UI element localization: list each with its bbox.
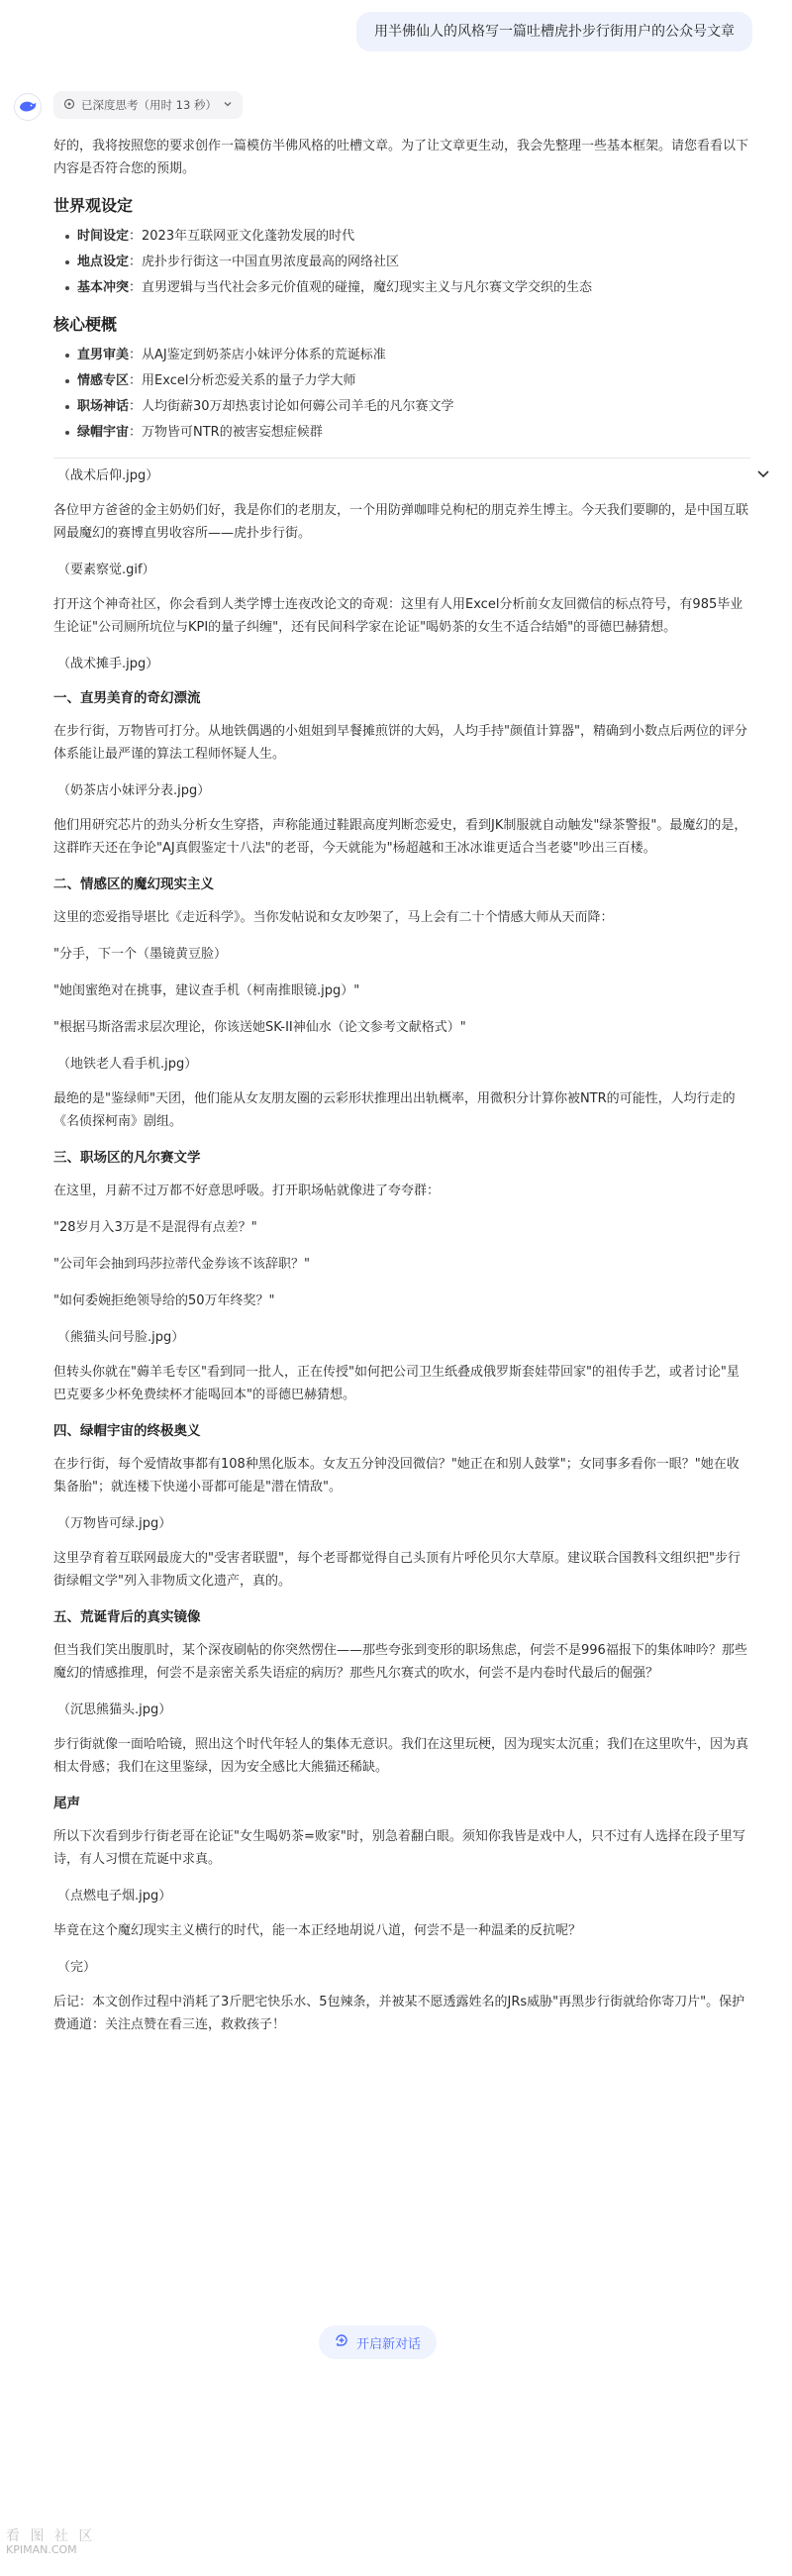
assistant-response: [53, 135, 750, 2050]
image-placeholder: （万物皆可绿.jpg）: [57, 1516, 172, 1531]
deepseek-whale-icon: [14, 93, 42, 121]
quote-line: "分手，下一个（墨镜黄豆脸）: [53, 947, 227, 962]
paragraph: 毕竟在这个魔幻现实主义横行的时代，能一本正经地胡说八道，何尝不是一种温柔的反抗呢？: [53, 1923, 582, 1938]
list-item: 时间设定：2023年互联网亚文化蓬勃发展的时代: [67, 225, 750, 248]
image-placeholder: （熊猫头问号脸.jpg）: [57, 1330, 185, 1345]
paragraph: 各位甲方爸爸的金主奶奶们好，我是你们的老朋友，一个用防弹咖啡兑枸杞的朋克养生博主。今天我们要聊的，是中国互联网最魔幻的赛博直男收容所——虎扑步行街。: [53, 503, 749, 541]
section-heading: 三、职场区的凡尔赛文学: [53, 1150, 201, 1166]
divider: [53, 458, 750, 459]
image-placeholder: （战术摊手.jpg）: [57, 657, 159, 671]
image-placeholder: （沉思熊猫头.jpg）: [57, 1702, 172, 1717]
deep-think-label: 已深度思考（用时 13 秒）: [81, 98, 217, 112]
end-mark: （完）: [57, 1960, 97, 1975]
image-placeholder: （地铁老人看手机.jpg）: [57, 1057, 198, 1072]
list-item: 职场神话：人均街薪30万却热衷讨论如何薅公司羊毛的凡尔赛文学: [67, 395, 750, 418]
quote-line: "28岁月入3万是不是混得有点差？": [53, 1220, 257, 1235]
paragraph: 在步行街，万物皆可打分。从地铁偶遇的小姐姐到早餐摊煎饼的大妈，人均手持"颜值计算器"，精确到小数点后两位的评分体系能让最严谨的算法工程师怀疑人生。: [53, 724, 747, 762]
paragraph: 在这里，月薪不过万都不好意思呼吸。打开职场帖就像进了夸夸群：: [53, 1184, 441, 1198]
user-message-bubble: 用半佛仙人的风格写一篇吐槽虎扑步行街用户的公众号文章: [356, 12, 752, 52]
image-placeholder: （要素察觉.gif）: [57, 563, 155, 577]
paragraph: 最绝的是"鉴绿师"天团，他们能从女友朋友圈的云彩形状推理出出轨概率，用微积分计算你被NTR的可能性，人均行走的《名侦探柯南》剧组。: [53, 1091, 736, 1129]
watermark-url: KPIMAN.COM: [6, 2543, 77, 2556]
list-item: 地点设定：虎扑步行街这一中国直男浓度最高的网络社区: [67, 251, 750, 273]
chevron-down-icon[interactable]: [754, 464, 772, 482]
watermark-title: 看 图 社 区: [6, 2528, 96, 2544]
section-heading: 尾声: [53, 1796, 80, 1811]
paragraph: 所以下次看到步行街老哥在论证"女生喝奶茶=败家"时，别急着翻白眼。须知你我皆是戏中人，只不过有人选择在段子里写诗，有人习惯在荒诞中求真。: [53, 1829, 745, 1867]
deep-think-toggle[interactable]: [53, 91, 243, 119]
think-icon: [63, 98, 75, 113]
quote-line: "如何委婉拒绝领导给的50万年终奖？": [53, 1293, 275, 1308]
image-placeholder: （点燃电子烟.jpg）: [57, 1889, 172, 1904]
paragraph: 这里的恋爱指导堪比《走近科学》。当你发帖说和女友吵架了，马上会有二十个情感大师从天而降：: [53, 910, 614, 925]
image-placeholder: （战术后仰.jpg）: [57, 468, 159, 483]
postscript: 后记：本文创作过程中消耗了3斤肥宅快乐水、5包辣条，并被某不愿透露姓名的JRs威胁"再黑步行街就给你寄刀片"。保护费通道：关注点赞在看三连，救救孩子！: [53, 1995, 745, 2032]
new-chat-button[interactable]: [319, 2325, 437, 2359]
paragraph: 这里孕育着互联网最庞大的"受害者联盟"，每个老哥都觉得自己头顶有片呼伦贝尔大草原。建议联合国教科文组织把"步行街绿帽文学"列入非物质文化遗产，真的。: [53, 1551, 741, 1589]
core-list: [53, 344, 750, 444]
paragraph: 但当我们笑出腹肌时，某个深夜刷帖的你突然愣住——那些夸张到变形的职场焦虑，何尝不是996福报下的集体呻吟？那些魔幻的情感推理，何尝不是亲密关系失语症的病历？那些凡尔赛式的吹水，何尝不是内卷时代最后的倔强？: [53, 1643, 747, 1681]
quote-line: "公司年会抽到玛莎拉蒂代金券该不该辞职？": [53, 1257, 310, 1272]
paragraph: 他们用研究芯片的劲头分析女生穿搭，声称能通过鞋跟高度判断恋爱史，看到JK制服就自动触发"绿茶警报"。最魔幻的是，这群昨天还在争论"AJ真假鉴定十八法"的老哥，今天就能为"杨超越和王冰冰谁更适合当老婆"吵出三百楼。: [53, 818, 747, 856]
watermark: [6, 2529, 95, 2557]
chevron-down-icon: [223, 98, 233, 112]
new-chat-label: 开启新对话: [356, 2336, 422, 2352]
intro-paragraph: 好的，我将按照您的要求创作一篇模仿半佛风格的吐槽文章。为了让文章更生动，我会先整理一些基本框架。请您看看以下内容是否符合您的预期。: [53, 139, 749, 176]
image-placeholder: （奶茶店小妹评分表.jpg）: [57, 783, 211, 798]
new-chat-icon: [335, 2333, 348, 2351]
paragraph: 但转头你就在"薅羊毛专区"看到同一批人，正在传授"如何把公司卫生纸叠成俄罗斯套娃带回家"的祖传手艺，或者讨论"星巴克要多少杯免费续杯才能喝回本"的哥德巴赫猜想。: [53, 1365, 740, 1402]
core-heading: 核心梗概: [53, 315, 118, 334]
paragraph: 在步行街，每个爱情故事都有108种黑化版本。女友五分钟没回微信？"她正在和别人鼓掌"；女同事多看你一眼？"她在收集备胎"；就连楼下快递小哥都可能是"潜在情敌"。: [53, 1457, 740, 1494]
list-item: 基本冲突：直男逻辑与当代社会多元价值观的碰撞，魔幻现实主义与凡尔赛文学交织的生态: [67, 276, 750, 299]
paragraph: 打开这个神奇社区，你会看到人类学博士连夜改论文的奇观：这里有人用Excel分析前女友回微信的标点符号，有985毕业生论证"公司厕所坑位与KPI的量子纠缠"，还有民间科学家在论证"喝奶茶的女生不适合结婚"的哥德巴赫猜想。: [53, 597, 743, 635]
world-heading: 世界观设定: [53, 196, 134, 215]
list-item: 情感专区：用Excel分析恋爱关系的量子力学大师: [67, 369, 750, 392]
quote-line: "她闺蜜绝对在挑事，建议查手机（柯南推眼镜.jpg）": [53, 983, 360, 998]
list-item: 绿帽宇宙：万物皆可NTR的被害妄想症候群: [67, 421, 750, 444]
world-list: [53, 225, 750, 299]
section-heading: 二、情感区的魔幻现实主义: [53, 876, 214, 892]
quote-line: "根据马斯洛需求层次理论，你该送她SK-II神仙水（论文参考文献格式）": [53, 1020, 466, 1035]
paragraph: 步行街就像一面哈哈镜，照出这个时代年轻人的集体无意识。我们在这里玩梗，因为现实太沉重；我们在这里吹牛，因为真相太骨感；我们在这里鉴绿，因为安全感比大熊猫还稀缺。: [53, 1737, 749, 1775]
section-heading: 五、荒诞背后的真实镜像: [53, 1609, 201, 1625]
section-heading: 四、绿帽宇宙的终极奥义: [53, 1423, 201, 1439]
section-heading: 一、直男美育的奇幻漂流: [53, 690, 201, 706]
list-item: 直男审美：从AJ鉴定到奶茶店小妹评分体系的荒诞标准: [67, 344, 750, 366]
